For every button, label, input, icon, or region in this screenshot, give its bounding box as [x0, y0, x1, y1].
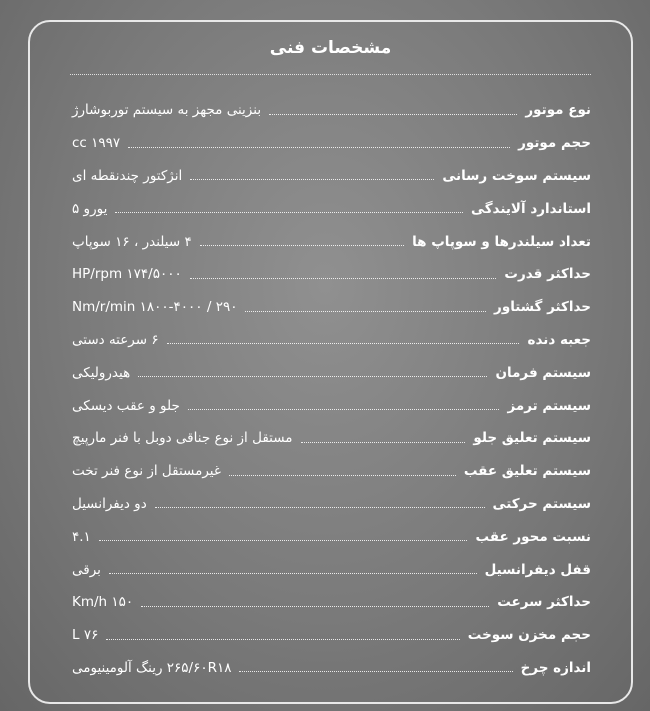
spec-value: برقی [72, 561, 101, 578]
dotted-leader [239, 671, 512, 672]
spec-list [72, 94, 591, 684]
spec-label: حداکثر گشتاور [494, 299, 591, 316]
spec-value: هیدرولیکی [72, 364, 131, 381]
spec-row [72, 127, 591, 160]
spec-value: یورو ۵ [72, 200, 108, 217]
spec-label: حجم موتور [518, 135, 591, 152]
spec-row [72, 225, 591, 258]
spec-label: نوع موتور [525, 102, 591, 119]
dotted-leader [188, 409, 500, 410]
spec-row [72, 652, 591, 685]
spec-row [72, 160, 591, 193]
dotted-leader [99, 540, 468, 541]
spec-row [72, 258, 591, 291]
spec-value: جلو و عقب دیسکی [72, 397, 180, 414]
spec-value: ۲۶۵/۶۰R۱۸ رینگ آلومینیومی [72, 659, 232, 676]
spec-label: حداکثر سرعت [497, 594, 591, 611]
spec-row [72, 619, 591, 652]
spec-value: بنزینی مجهز به سیستم توربوشارژ [72, 102, 262, 119]
title-divider [70, 74, 591, 75]
dotted-leader [245, 311, 486, 312]
spec-value: ۱۷۴/۵۰۰۰ HP/rpm [72, 266, 182, 283]
spec-value: ۴ سیلندر ، ۱۶ سوپاپ [72, 233, 192, 250]
spec-row [72, 586, 591, 619]
spec-label: جعبه دنده [527, 331, 591, 348]
spec-label: سیستم تعلیق جلو [473, 430, 591, 447]
spec-label: سیستم سوخت رسانی [442, 167, 591, 184]
spec-card [28, 20, 633, 704]
spec-value: ۱۹۹۷ cc [72, 135, 121, 152]
spec-label: اندازه چرخ [520, 659, 591, 676]
dotted-leader [229, 475, 456, 476]
dotted-leader [138, 376, 487, 377]
card-title: مشخصات فنی [269, 38, 392, 58]
spec-row [72, 422, 591, 455]
spec-label: حجم مخزن سوخت [467, 627, 591, 644]
spec-value: ۱۵۰ Km/h [72, 594, 134, 611]
dotted-leader [128, 147, 510, 148]
spec-label: تعداد سیلندرها و سوپاپ ها [412, 233, 591, 250]
spec-row [72, 356, 591, 389]
dotted-leader [141, 606, 489, 607]
spec-row [72, 192, 591, 225]
spec-value: ۲۹۰ / ۱۸۰۰-۴۰۰۰ Nm/r/min [72, 299, 238, 316]
spec-row [72, 291, 591, 324]
dotted-leader [190, 179, 434, 180]
spec-label: نسبت محور عقب [475, 528, 591, 545]
spec-row [72, 455, 591, 488]
dotted-leader [115, 212, 463, 213]
spec-value: ۴.۱ [72, 528, 91, 545]
dotted-leader [269, 114, 517, 115]
spec-value: انژکتور چندنقطه ای [72, 167, 183, 184]
spec-row [72, 520, 591, 553]
spec-value: ۷۶ L [72, 627, 99, 644]
dotted-leader [106, 639, 459, 640]
dotted-leader [190, 278, 497, 279]
spec-value: ۶ سرعته دستی [72, 331, 159, 348]
spec-value: غیرمستقل از نوع فنر تخت [72, 463, 221, 480]
spec-label: سیستم تعلیق عقب [463, 463, 591, 480]
spec-row [72, 389, 591, 422]
spec-label: سیستم فرمان [495, 364, 591, 381]
spec-label: سیستم حرکتی [492, 495, 591, 512]
dotted-leader [155, 507, 485, 508]
spec-label: سیستم ترمز [507, 397, 591, 414]
spec-label: قفل دیفرانسیل [484, 561, 591, 578]
dotted-leader [109, 573, 477, 574]
spec-value: دو دیفرانسیل [72, 495, 147, 512]
dotted-leader [167, 343, 520, 344]
spec-row [72, 94, 591, 127]
spec-value: مستقل از نوع جناقی دوبل با فنر مارپیچ [72, 430, 293, 447]
dotted-leader [200, 245, 404, 246]
spec-row [72, 488, 591, 521]
spec-row [72, 553, 591, 586]
spec-label: حداکثر قدرت [504, 266, 591, 283]
spec-label: استاندارد آلایندگی [471, 200, 591, 217]
spec-row [72, 324, 591, 357]
dotted-leader [301, 442, 466, 443]
